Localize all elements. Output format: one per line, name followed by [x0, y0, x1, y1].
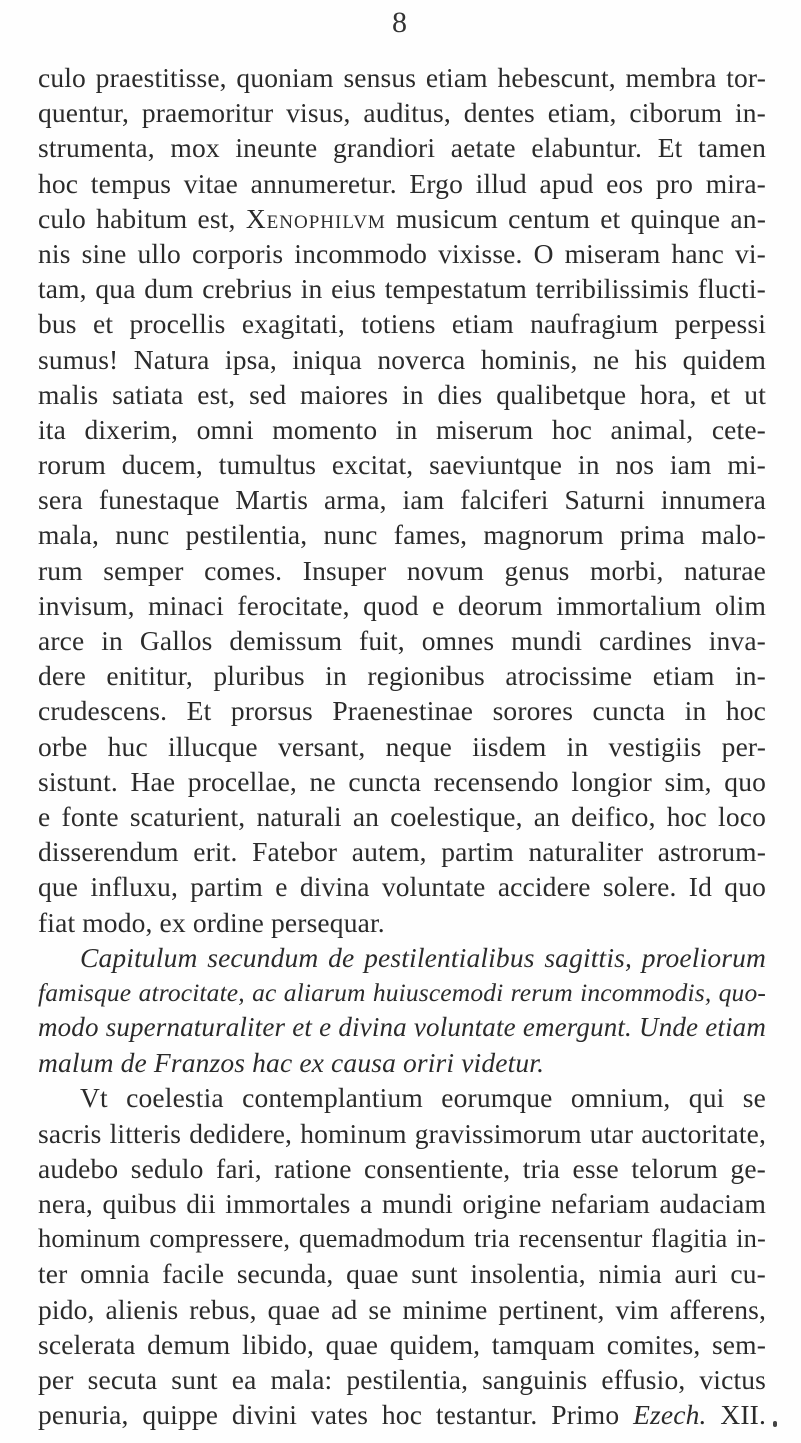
text-line: rorum ducem, tumultus excitat, saeviuntque in nos iam mi-: [38, 449, 766, 481]
text-line: orbe huc illucque versant, neque iisdem in vestigiis per-: [38, 730, 766, 762]
text-line: Capitulum secundum de pestilentialibus sagittis, proeliorum: [80, 941, 766, 973]
text-line: [38, 1397, 766, 1432]
text-line: arce in Gallos demissum fuit, omnes mundi cardines inva-: [38, 625, 766, 656]
text-line: Vt coelestia contemplantium eorumque omnium, qui se: [80, 1082, 766, 1114]
text-line: que influxu, partim e divina voluntate accidere solere. Id quo: [38, 871, 766, 903]
text-line: quentur, praemoritur visus, auditus, dentes etiam, ciborum in-: [38, 97, 766, 129]
text-line: audebo sedulo fari, ratione consentiente, tria esse telorum ge-: [38, 1152, 766, 1184]
text-line: scelerata demum libido, quae quidem, tamquam comites, sem-: [38, 1328, 766, 1360]
text-line: pido, alienis rebus, quae ad se minime pertinent, vim afferens,: [38, 1293, 766, 1325]
text-line: disserendum erit. Fatebor autem, partim naturaliter astrorum-: [38, 836, 766, 868]
text-line: e fonte scaturient, naturali an coelestique, an deifico, hoc loco: [38, 800, 766, 832]
text-line: modo supernaturaliter et e divina voluntate emergunt. Unde etiam: [38, 1012, 766, 1043]
text-segment: culo habitum est,: [38, 202, 246, 234]
text-line: nis sine ullo corporis incommodo vixisse. O miseram hanc vi-: [38, 237, 766, 269]
text-line: rum semper comes. Insuper novum genus morbi, naturae: [38, 554, 766, 586]
text-line: [38, 201, 766, 236]
text-line: per secuta sunt ea mala: pestilentia, sanguinis effusio, victus: [38, 1363, 766, 1395]
text-line: tam, qua dum crebrius in eius tempestatum terribilissimis flucti-: [38, 273, 766, 305]
text-segment: musicum centum et quinque an-: [385, 202, 766, 234]
text-line: dere enititur, pluribus in regionibus atrocissime etiam in-: [38, 660, 766, 692]
text-segment: XII.: [706, 1399, 766, 1431]
ink-speck: [773, 1421, 777, 1427]
text-line: nera, quibus dii immortales a mundi origine nefariam audaciam: [38, 1188, 766, 1219]
text-line: fiat modo, ex ordine persequar.: [38, 906, 385, 938]
text-line: malis satiata est, sed maiores in dies qualibetque hora, et ut: [38, 378, 766, 410]
text-line: hoc tempus vitae annumeretur. Ergo illud apud eos pro mira-: [38, 167, 766, 199]
body-text: [38, 60, 766, 1432]
text-line: famisque atrocitate, ac aliarum huiuscemodi rerum incommodis, quo-: [38, 977, 766, 1007]
text-line: sumus! Natura ipsa, iniqua noverca hominis, ne his quidem: [38, 343, 766, 375]
text-line: bus et procellis exagitati, totiens etiam naufragium perpessi: [38, 308, 766, 340]
text-line: invisum, minaci ferocitate, quod e deorum immortalium olim: [38, 589, 766, 621]
small-caps-name: Xenophilvm: [245, 202, 386, 234]
text-line: ita dixerim, omni momento in miserum hoc animal, cete-: [38, 413, 766, 445]
text-line: mala, nunc pestilentia, nunc fames, magnorum prima malo-: [38, 519, 766, 551]
text-line: malum de Franzos hac ex causa oriri videtur.: [38, 1047, 545, 1079]
text-line: sacris litteris dedidere, hominum gravissimorum utar auctoritate,: [38, 1117, 766, 1149]
text-line: sistunt. Hae procellae, ne cuncta recensendo longior sim, quo: [38, 765, 766, 797]
text-line: culo praestitisse, quoniam sensus etiam hebescunt, membra tor-: [38, 62, 766, 93]
text-line: hominum compressere, quemadmodum tria recensentur flagitia in-: [38, 1223, 766, 1254]
italic-reference: Ezech.: [633, 1399, 707, 1431]
text-line: sera funestaque Martis arma, iam falciferi Saturni innumera: [38, 484, 766, 516]
text-segment: penuria, quippe divini vates hoc testantur. Primo: [38, 1399, 634, 1431]
page-number: 8: [392, 6, 407, 39]
text-line: ter omnia facile secunda, quae sunt insolentia, nimia auri cu-: [38, 1258, 766, 1290]
text-line: crudescens. Et prorsus Praenestinae sorores cuncta in hoc: [38, 695, 766, 727]
text-line: strumenta, mox ineunte grandiori aetate elabuntur. Et tamen: [38, 132, 766, 164]
